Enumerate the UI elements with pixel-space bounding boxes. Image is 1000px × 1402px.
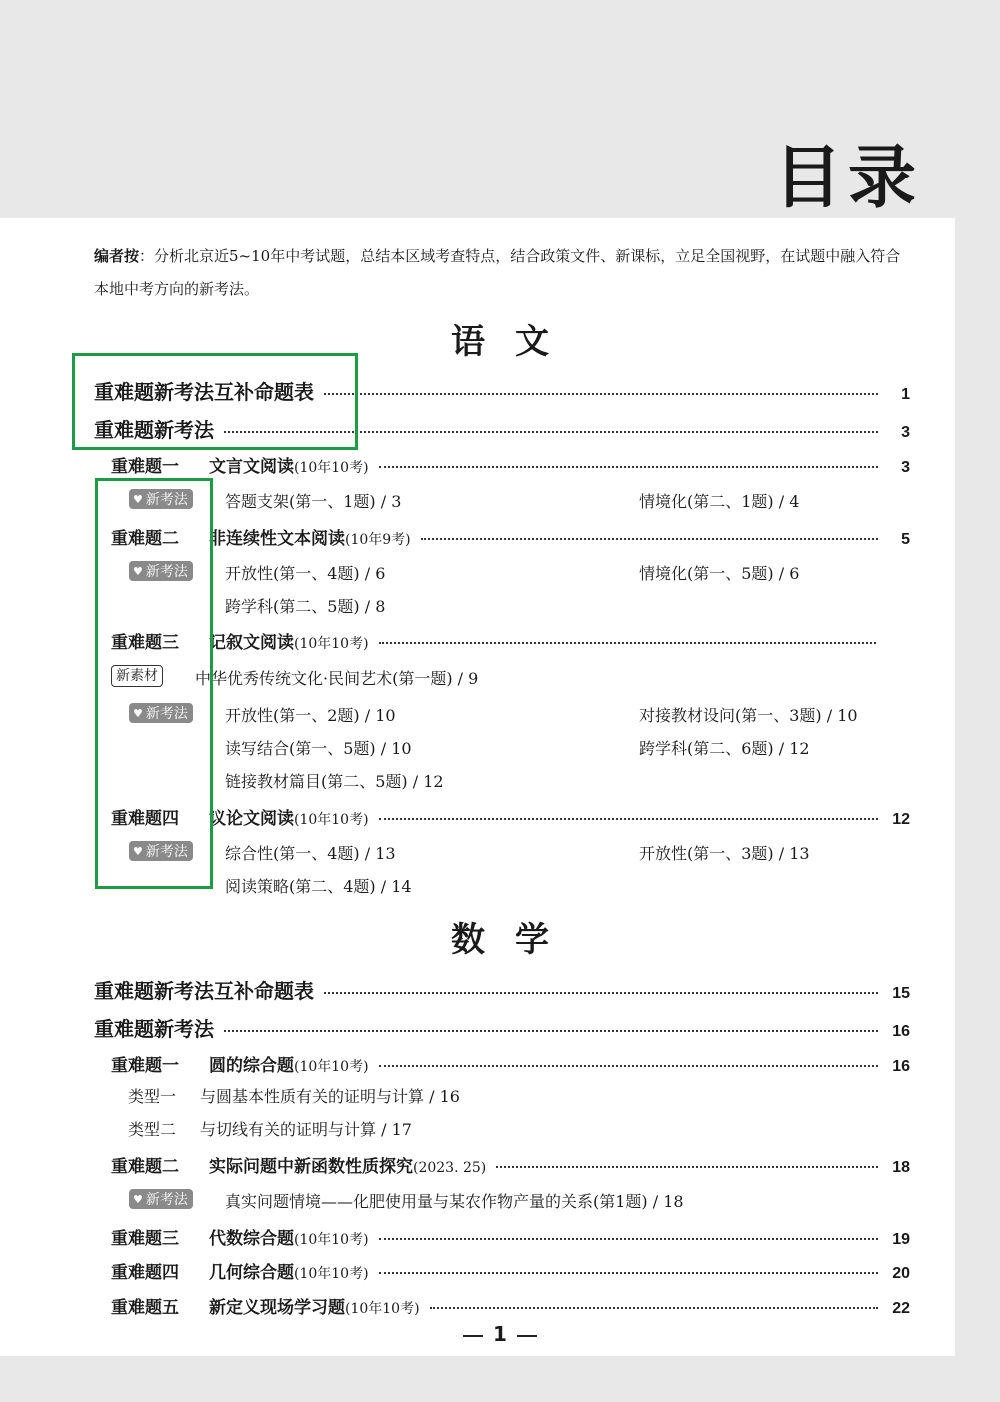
- topic-meta: (10年10考): [294, 460, 369, 476]
- toc-page-number: 16: [892, 1023, 910, 1040]
- badge-text: 新考法: [145, 706, 188, 722]
- topic-meta: (10年10考): [294, 1232, 369, 1248]
- topic-title: 文言文阅读: [209, 457, 294, 477]
- topic-label: 重难题四: [111, 809, 179, 829]
- badge-new-material: 新素材: [111, 665, 163, 687]
- topic-label: 重难题一: [111, 1056, 179, 1076]
- toc-entry-math-method[interactable]: [94, 1013, 910, 1042]
- type-text: 与切线有关的证明与计算 / 17: [200, 1120, 412, 1139]
- topic-title: 议论文阅读: [209, 809, 294, 829]
- toc-item[interactable]: 跨学科(第二、6题) / 12: [639, 739, 810, 758]
- badge-text: 新考法: [145, 564, 188, 580]
- type-text: 与圆基本性质有关的证明与计算 / 16: [200, 1087, 460, 1106]
- toc-page-number: 18: [892, 1159, 910, 1176]
- badge-text: 新考法: [145, 844, 188, 860]
- dot-leader: [421, 538, 878, 540]
- badge-text: 新考法: [145, 1192, 188, 1208]
- toc-page-number: 3: [901, 459, 910, 476]
- toc-item[interactable]: 答题支架(第一、1题) / 3: [225, 492, 402, 511]
- shield-icon: ♥: [133, 1192, 143, 1206]
- toc-topic-math-2[interactable]: [111, 1152, 910, 1177]
- toc-topic-math-5[interactable]: [111, 1293, 910, 1318]
- topic-label: 重难题三: [111, 1229, 179, 1249]
- toc-item[interactable]: 开放性(第一、3题) / 13: [639, 844, 810, 863]
- dot-leader: [379, 818, 878, 820]
- dot-leader: [379, 466, 878, 468]
- toc-entry-label: 重难题新考法: [94, 1017, 214, 1041]
- section-title-math: 数学: [451, 920, 579, 960]
- toc-page-number: 1: [901, 386, 910, 403]
- toc-type-item[interactable]: [128, 1084, 460, 1107]
- toc-topic-chinese-2[interactable]: [111, 524, 910, 549]
- toc-item[interactable]: 开放性(第一、2题) / 10: [225, 706, 396, 725]
- toc-entry-math-table[interactable]: [94, 975, 910, 1004]
- topic-title: 记叙文阅读: [209, 633, 294, 653]
- topic-label: 重难题二: [111, 529, 179, 549]
- topic-meta: (10年10考): [294, 1266, 369, 1282]
- dot-leader: [496, 1166, 878, 1168]
- type-label: 类型二: [128, 1120, 177, 1139]
- toc-item[interactable]: 开放性(第一、4题) / 6: [225, 564, 386, 583]
- topic-meta: (2023. 25): [413, 1160, 487, 1176]
- toc-item[interactable]: 中华优秀传统文化·民间艺术(第一题) / 9: [195, 669, 479, 688]
- toc-item[interactable]: 真实问题情境——化肥使用量与某农作物产量的关系(第1题) / 18: [225, 1192, 684, 1211]
- toc-topic-math-4[interactable]: [111, 1258, 910, 1283]
- page-number-value: 1: [493, 1322, 507, 1346]
- toc-page-number: 20: [892, 1265, 910, 1282]
- toc-page-number: 12: [892, 811, 910, 828]
- topic-title: 实际问题中新函数性质探究: [209, 1157, 413, 1177]
- topic-label: 重难题五: [111, 1298, 179, 1318]
- dot-leader: [224, 1030, 878, 1032]
- topic-title: 代数综合题: [209, 1229, 294, 1249]
- toc-entry-label: 重难题新考法: [94, 418, 214, 442]
- topic-meta: (10年10考): [345, 1301, 420, 1317]
- toc-item[interactable]: 综合性(第一、4题) / 13: [225, 844, 396, 863]
- topic-title: 几何综合题: [209, 1263, 294, 1283]
- toc-page-number: 3: [901, 424, 910, 441]
- toc-topic-math-1[interactable]: [111, 1051, 910, 1076]
- toc-item[interactable]: 对接教材设问(第一、3题) / 10: [639, 706, 858, 725]
- topic-label: 重难题四: [111, 1263, 179, 1283]
- toc-item[interactable]: 读写结合(第一、5题) / 10: [225, 739, 412, 758]
- topic-title: 新定义现场学习题: [209, 1298, 345, 1318]
- toc-page-number: 22: [892, 1300, 910, 1317]
- page-title: 目录: [773, 139, 922, 218]
- toc-topic-chinese-4[interactable]: [111, 804, 910, 829]
- page-number: [0, 1322, 1000, 1346]
- topic-title: 非连续性文本阅读: [209, 529, 345, 549]
- dot-leader: [379, 642, 876, 644]
- dot-leader: [430, 1307, 878, 1309]
- dot-leader: [324, 992, 878, 994]
- toc-page-number: 5: [901, 531, 910, 548]
- topic-title: 圆的综合题: [209, 1056, 294, 1076]
- topic-label: 重难题三: [111, 633, 179, 653]
- dash-right: [517, 1335, 537, 1337]
- toc-entry-label: 重难题新考法互补命题表: [94, 380, 314, 404]
- dash-left: [463, 1335, 483, 1337]
- editor-note-label: 编者按: [94, 247, 140, 265]
- dot-leader: [379, 1065, 878, 1067]
- toc-topic-chinese-3[interactable]: [111, 628, 886, 653]
- toc-topic-chinese-1[interactable]: [111, 452, 910, 477]
- toc-item[interactable]: 情境化(第二、1题) / 4: [639, 492, 800, 511]
- topic-label: 重难题二: [111, 1157, 179, 1177]
- toc-item[interactable]: 链接教材篇目(第二、5题) / 12: [225, 772, 444, 791]
- shield-icon: ♥: [133, 492, 143, 506]
- toc-page-number: 19: [892, 1231, 910, 1248]
- editor-note: [94, 240, 914, 306]
- type-label: 类型一: [128, 1087, 177, 1106]
- topic-meta: (10年9考): [345, 532, 411, 548]
- topic-meta: (10年10考): [294, 812, 369, 828]
- badge-text: 新考法: [145, 492, 188, 508]
- dot-leader: [379, 1238, 878, 1240]
- toc-type-item[interactable]: [128, 1117, 412, 1140]
- toc-item[interactable]: 阅读策略(第二、4题) / 14: [225, 877, 412, 896]
- badge-new-method: [129, 1189, 193, 1209]
- shield-icon: ♥: [133, 844, 143, 858]
- dot-leader: [324, 393, 878, 395]
- shield-icon: ♥: [133, 706, 143, 720]
- dot-leader: [379, 1272, 878, 1274]
- toc-page-number: 15: [892, 985, 910, 1002]
- shield-icon: ♥: [133, 564, 143, 578]
- toc-entry-label: 重难题新考法互补命题表: [94, 979, 314, 1003]
- toc-item[interactable]: 情境化(第一、5题) / 6: [639, 564, 800, 583]
- editor-note-text: ：分析北京近5~10年中考试题，总结本区域考查特点，结合政策文件、新课标，立足全国视野，在试题中融入符合本地中考方向的新考法。: [94, 247, 901, 298]
- topic-meta: (10年10考): [294, 636, 369, 652]
- topic-meta: (10年10考): [294, 1059, 369, 1075]
- toc-item[interactable]: 跨学科(第二、5题) / 8: [225, 597, 386, 616]
- section-title-chinese: 语文: [451, 322, 579, 362]
- highlight-box: [72, 353, 358, 450]
- highlight-box: [95, 478, 213, 889]
- toc-topic-math-3[interactable]: [111, 1224, 910, 1249]
- topic-label: 重难题一: [111, 457, 179, 477]
- toc-page-number: 16: [892, 1058, 910, 1075]
